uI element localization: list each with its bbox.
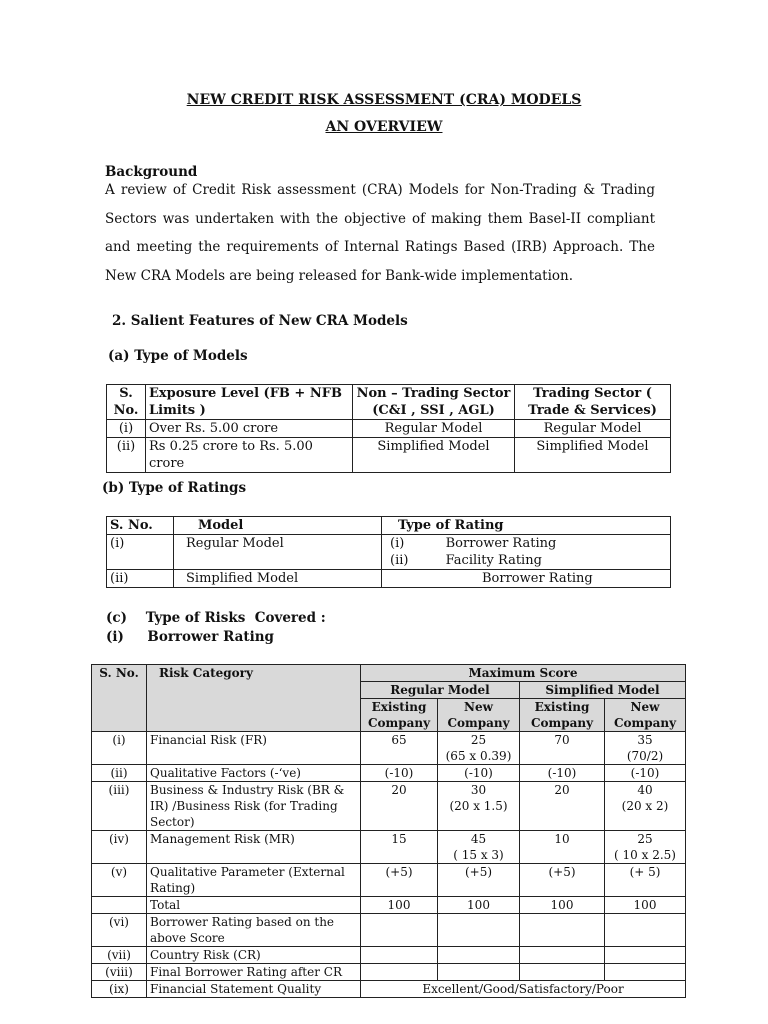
cell: Financial Risk (FR) <box>147 732 361 765</box>
table-row <box>92 964 686 981</box>
table-row <box>92 897 686 914</box>
cell: (-10) <box>361 765 438 782</box>
table-row <box>92 732 686 765</box>
table-header-row <box>92 665 686 682</box>
table-row <box>107 438 671 473</box>
cell <box>605 914 686 947</box>
header-cell: Type of Rating <box>382 517 671 535</box>
cell <box>382 535 671 570</box>
cell: (v) <box>92 864 147 897</box>
cell: (vii) <box>92 947 147 964</box>
cell: 25 ( 10 x 2.5) <box>605 831 686 864</box>
cell: 20 <box>361 782 438 831</box>
cell: Business & Industry Risk (BR & IR) /Business Risk (for Trading Sector) <box>147 782 361 831</box>
header-cell: Model <box>174 517 382 535</box>
cell: (i) <box>107 535 174 570</box>
cell: Rs 0.25 crore to Rs. 5.00 crore <box>146 438 353 473</box>
cell: 20 <box>520 782 605 831</box>
cell: 100 <box>361 897 438 914</box>
document-title: NEW CREDIT RISK ASSESSMENT (CRA) MODELS <box>186 92 582 108</box>
header-cell: Existing Company <box>520 699 605 732</box>
cell: (+5) <box>361 864 438 897</box>
cell: 30 (20 x 1.5) <box>438 782 520 831</box>
cell: Regular Model <box>353 420 515 438</box>
risk-table <box>91 664 686 998</box>
cell: Simplified Model <box>515 438 671 473</box>
cell: (+5) <box>438 864 520 897</box>
cell: Excellent/Good/Satisfactory/Poor <box>361 981 686 998</box>
cell <box>520 914 605 947</box>
cell: (viii) <box>92 964 147 981</box>
cell: Qualitative Factors (-‘ve) <box>147 765 361 782</box>
cell: (-10) <box>438 765 520 782</box>
cell: (ii) <box>107 438 146 473</box>
table-header-row <box>107 385 671 420</box>
cell: Regular Model <box>174 535 382 570</box>
cell: 100 <box>605 897 686 914</box>
cell: Financial Statement Quality <box>147 981 361 998</box>
rating-line: (i) Borrower Rating <box>390 536 557 551</box>
type-of-models-heading: (a) Type of Models <box>108 348 248 364</box>
table-row <box>92 765 686 782</box>
cell: 15 <box>361 831 438 864</box>
cell: (ix) <box>92 981 147 998</box>
table-row <box>92 831 686 864</box>
cell: (+5) <box>520 864 605 897</box>
models-table <box>106 384 671 473</box>
background-heading: Background <box>105 164 198 180</box>
cell: 45 ( 15 x 3) <box>438 831 520 864</box>
cell: Final Borrower Rating after CR <box>147 964 361 981</box>
header-cell: Trading Sector ( Trade & Services) <box>515 385 671 420</box>
cell <box>361 947 438 964</box>
header-cell: Non – Trading Sector (C&I , SSI , AGL) <box>353 385 515 420</box>
cell: Regular Model <box>515 420 671 438</box>
cell <box>520 947 605 964</box>
cell: (-10) <box>520 765 605 782</box>
cell <box>438 914 520 947</box>
cell: (i) <box>107 420 146 438</box>
cell: Qualitative Parameter (External Rating) <box>147 864 361 897</box>
header-cell: Maximum Score <box>361 665 686 682</box>
cell: Simplified Model <box>353 438 515 473</box>
cell: 65 <box>361 732 438 765</box>
cell: 35 (70/2) <box>605 732 686 765</box>
cell: Country Risk (CR) <box>147 947 361 964</box>
table-header-row <box>107 517 671 535</box>
header-cell: Risk Category <box>147 665 361 732</box>
cell: (vi) <box>92 914 147 947</box>
cell <box>605 947 686 964</box>
cell: (iv) <box>92 831 147 864</box>
header-cell: Exposure Level (FB + NFB Limits ) <box>146 385 353 420</box>
header-cell: Regular Model <box>361 682 520 699</box>
cell: (ii) <box>92 765 147 782</box>
table-row <box>92 981 686 998</box>
cell: 100 <box>438 897 520 914</box>
borrower-rating-heading: (i) Borrower Rating <box>106 629 274 645</box>
cell <box>438 964 520 981</box>
type-of-risks-heading: (c) Type of Risks Covered : <box>106 610 326 626</box>
cell <box>361 964 438 981</box>
table-row <box>107 570 671 588</box>
cell: Simplified Model <box>174 570 382 588</box>
cell: 100 <box>520 897 605 914</box>
header-cell: Existing Company <box>361 699 438 732</box>
header-cell: S. No. <box>107 385 146 420</box>
table-row <box>92 947 686 964</box>
header-cell: New Company <box>438 699 520 732</box>
table-row <box>92 914 686 947</box>
cell: 10 <box>520 831 605 864</box>
cell <box>361 914 438 947</box>
cell <box>438 947 520 964</box>
cell: Borrower Rating <box>382 570 671 588</box>
cell: Borrower Rating based on the above Score <box>147 914 361 947</box>
type-of-ratings-heading: (b) Type of Ratings <box>102 480 247 496</box>
cell: 70 <box>520 732 605 765</box>
header-cell: S. No. <box>107 517 174 535</box>
document-subtitle: AN OVERVIEW <box>325 119 443 135</box>
cell: Total <box>147 897 361 914</box>
cell <box>520 964 605 981</box>
cell: (-10) <box>605 765 686 782</box>
ratings-table <box>106 516 671 588</box>
table-row <box>92 782 686 831</box>
header-cell: Simplified Model <box>520 682 686 699</box>
table-row <box>107 420 671 438</box>
cell <box>92 897 147 914</box>
header-cell: S. No. <box>92 665 147 732</box>
section-2-heading: 2. Salient Features of New CRA Models <box>112 313 408 329</box>
background-paragraph: A review of Credit Risk assessment (CRA) Models for Non-Trading & Trading Sectors was undertaken with the objective of making them Basel-II compliant and meeting the requirements of Internal Ratings Based (IRB) Approach. The New CRA Models are being released for Bank-wide implementation. <box>105 182 655 284</box>
table-row <box>107 535 671 570</box>
rating-line: (ii) Facility Rating <box>390 553 542 568</box>
cell: (i) <box>92 732 147 765</box>
header-cell: New Company <box>605 699 686 732</box>
table-row <box>92 864 686 897</box>
cell: Over Rs. 5.00 crore <box>146 420 353 438</box>
cell: 25 (65 x 0.39) <box>438 732 520 765</box>
cell: Management Risk (MR) <box>147 831 361 864</box>
cell <box>605 964 686 981</box>
cell: (+ 5) <box>605 864 686 897</box>
cell: (iii) <box>92 782 147 831</box>
cell: 40 (20 x 2) <box>605 782 686 831</box>
cell: (ii) <box>107 570 174 588</box>
